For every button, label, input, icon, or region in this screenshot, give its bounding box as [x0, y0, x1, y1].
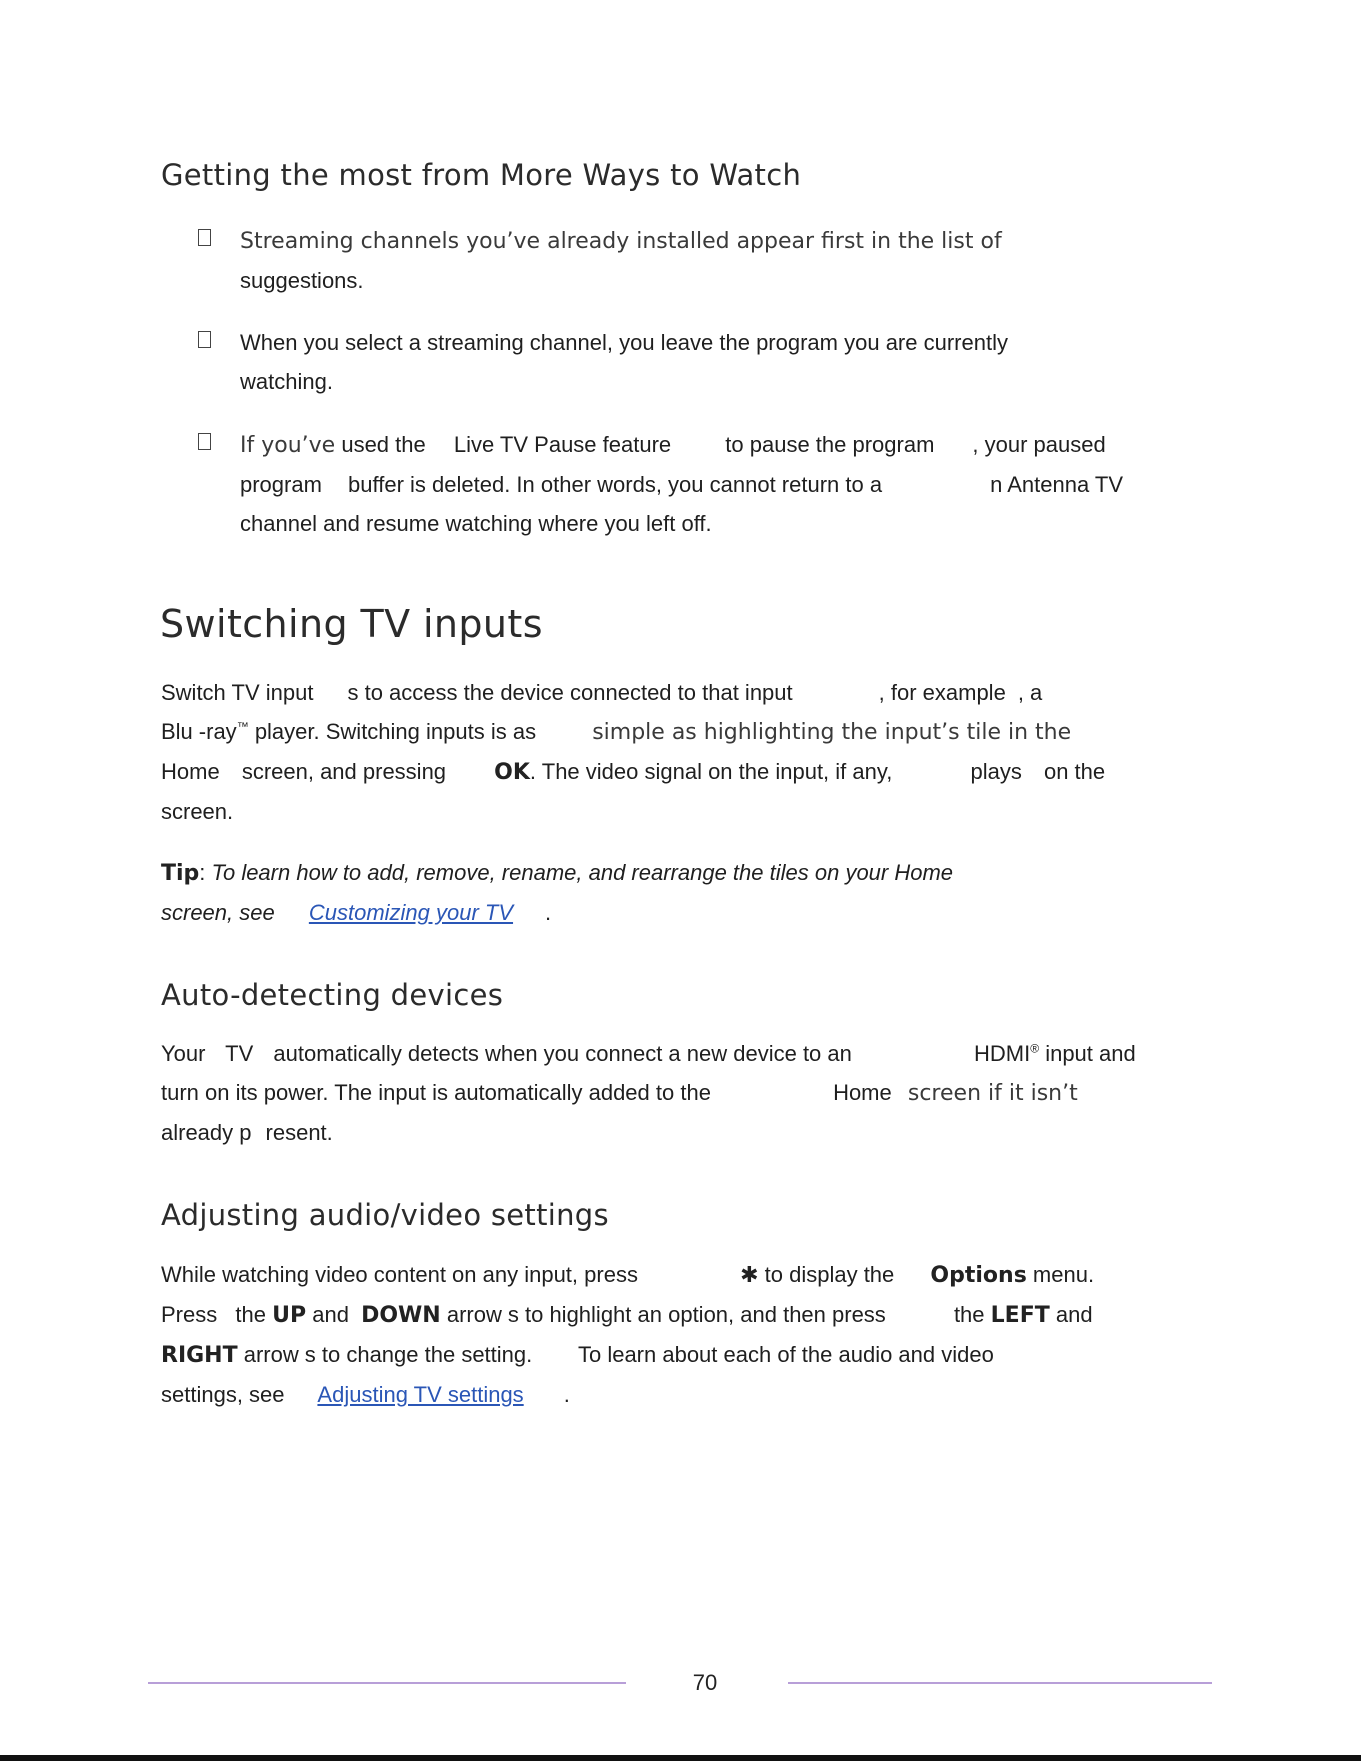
bullet-item	[198, 323, 1208, 401]
audio-video-paragraph	[161, 1255, 1221, 1414]
page-bottom-edge	[0, 1755, 1361, 1761]
bullet-text: Live TV Pause feature	[453, 432, 672, 457]
bullet-text: , your paused	[972, 432, 1106, 457]
text-run: Blu	[161, 719, 193, 744]
bullet-text: channel and resume watching where you left off.	[240, 511, 712, 536]
text-run: To learn about each of the audio and video	[577, 1342, 994, 1367]
text-run: Home	[833, 1080, 892, 1105]
text-run: , a	[1017, 680, 1043, 705]
text-run: automatically detects when you connect a new device to an	[273, 1041, 852, 1066]
text-run: :	[199, 860, 206, 885]
page-number: 70	[692, 1670, 718, 1695]
text-run: already p	[161, 1120, 252, 1145]
key-label-right: RIGHT	[161, 1343, 238, 1368]
tip-label: Tip	[161, 861, 200, 886]
text-run: While watching video content on any input, press	[161, 1262, 638, 1287]
text-run: Switch TV input	[161, 680, 314, 705]
star-key-icon: ✱	[740, 1263, 759, 1288]
text-run: . The video signal on the input, if any,	[529, 759, 893, 784]
text-run: input and	[1045, 1041, 1136, 1066]
bullet-text: n Antenna TV	[990, 472, 1124, 497]
text-run: player. Switching inputs is as	[254, 719, 537, 744]
adjusting-tv-settings-link[interactable]: Adjusting TV settings	[317, 1382, 524, 1407]
text-run: s	[507, 1302, 519, 1327]
bullet-item	[198, 425, 1208, 543]
text-run: turn on its power. The input is automatically added to the	[161, 1080, 711, 1105]
bullet-text: buffer is deleted. In other words, you cannot return to a	[348, 472, 883, 497]
text-run: arrow	[446, 1302, 502, 1327]
tip-paragraph	[161, 853, 1221, 932]
text-run: .	[545, 900, 552, 925]
text-run: to display the	[764, 1262, 895, 1287]
tip-text: To learn how to add, remove, rename, and rearrange the tiles on your Home	[211, 860, 954, 885]
text-run: screen if it isn’t	[907, 1081, 1078, 1106]
section-heading-auto-detect: Auto-detecting devices	[161, 978, 504, 1012]
text-run: to highlight an option, and then press	[524, 1302, 886, 1327]
tip-text: screen, see	[161, 900, 275, 925]
text-run: arrow	[243, 1342, 299, 1367]
text-run: TV	[225, 1041, 254, 1066]
bullet-text: When you select a streaming channel, you leave the program you are currently	[240, 330, 1008, 355]
text-run: the	[235, 1302, 266, 1327]
key-label-up: UP	[272, 1303, 307, 1328]
footer-rule-right	[788, 1682, 1212, 1684]
switching-paragraph	[161, 673, 1221, 831]
text-run: HDMI	[974, 1041, 1031, 1066]
registered-mark: ®	[1030, 1041, 1040, 1056]
bullet-text: watching.	[240, 369, 333, 394]
text-run: .	[563, 1382, 570, 1407]
text-run: on the	[1043, 759, 1106, 784]
bullet-text: If you’ve	[240, 433, 336, 458]
text-run: settings, see	[161, 1382, 285, 1407]
text-run: s	[347, 680, 359, 705]
bullet-text: used the	[341, 432, 426, 457]
section-heading-switching: Switching TV inputs	[160, 602, 543, 646]
key-label-down: DOWN	[361, 1303, 441, 1328]
bullet-item	[198, 221, 1208, 300]
text-run: menu.	[1032, 1262, 1095, 1287]
footer-rule-left	[148, 1682, 626, 1684]
text-run: the	[953, 1302, 985, 1327]
key-label-ok: OK	[494, 760, 530, 785]
bullet-text: program	[240, 472, 322, 497]
text-run: to change the setting.	[321, 1342, 533, 1367]
text-run: resent.	[265, 1120, 333, 1145]
bullet-text: Streaming channels you’ve already installed appear first in the list of	[240, 229, 1002, 254]
bullet-box-icon	[198, 229, 211, 246]
options-menu-label: Options	[930, 1263, 1027, 1288]
bullet-text: suggestions.	[240, 268, 364, 293]
bullet-box-icon	[198, 331, 211, 348]
section-heading-audio-video: Adjusting audio/video settings	[161, 1198, 609, 1232]
text-run: and	[1055, 1302, 1093, 1327]
text-run: to access the device connected to that input	[364, 680, 793, 705]
text-run: s	[304, 1342, 316, 1367]
section-heading-more-ways: Getting the most from More Ways to Watch	[161, 158, 802, 192]
text-run: and	[312, 1302, 349, 1327]
customizing-tv-link[interactable]: Customizing your TV	[308, 900, 514, 925]
text-run: simple as highlighting the input’s tile in the	[592, 720, 1072, 745]
auto-detect-paragraph	[161, 1034, 1221, 1152]
text-run: Your	[161, 1041, 206, 1066]
bullet-text: to pause the program	[725, 432, 935, 457]
text-run: Home	[161, 759, 220, 784]
text-run: Press	[161, 1302, 218, 1327]
text-run: -ray	[198, 719, 237, 744]
text-run: plays	[970, 759, 1022, 784]
text-run: , for example	[878, 680, 1006, 705]
text-run: screen.	[161, 799, 234, 824]
bullet-box-icon	[198, 433, 211, 450]
trademark-mark: ™	[236, 719, 249, 734]
text-run: screen, and pressing	[241, 759, 447, 784]
key-label-left: LEFT	[990, 1303, 1050, 1328]
